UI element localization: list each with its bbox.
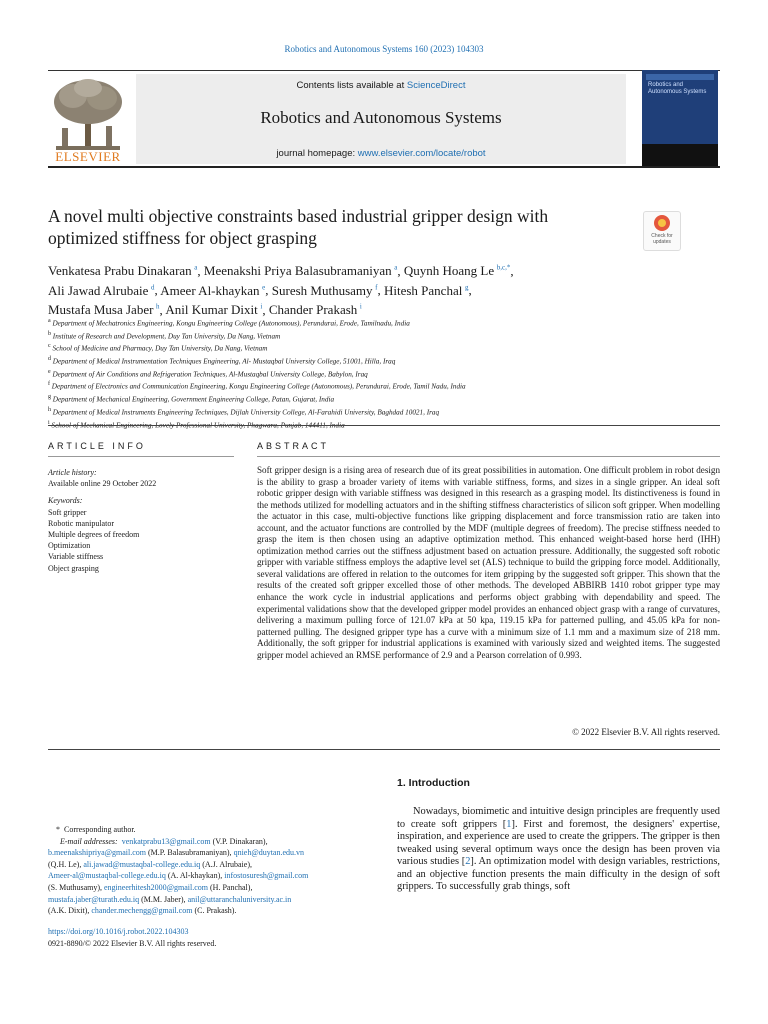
abstract-text: Soft gripper design is a rising area of research due of its great possibilities in automation. One difficult problem in robot design is the ability to grasp a broader variety of items with variable stiffness, forms, and sizes in a single gripper. An ideal soft robotic gripper design with variable stiffness was designed in this research as a grasping model. Its distinctiveness is found in the methods utilized for modelling actuators and in the shifting stiffness characteristics of silicon soft gripper. When modelling the actuator in this case, multi-objective functions like gripping displacement and force transmission ratio are taken into account, and the actuator functions are controlled by the MDF (multiple degrees of freedom). The precise stiffness needed to grasp the item is then chosen using an adaptive optimization method. This enhanced weight-based horse herd (IHH) optimization method carries out the stiffness adjustment based on actuation pressure. Additionally, the suggested soft robotic gripper with variable stiffness employs the adaptive level set (ALS) technique to build the gripping force model. Additionally, several validations are offered in relation to the outcomes for item gripping by the suggested soft gripper. This shown that the results of the created soft gripper excelled those of other methods. The developed ABBIRB 1410 robot gripper type may enhance the work cycle in industrial applications and performs object grabbing with dependability and speed. The experimental validations show that the developed gripper model provides an enhanced object grasp with a range of curvatures, delivering a maximum pulling force of 121.07 kPa at 50 kpa, 119.15 kPa for patterned pulling, and 45.05 kPa for non-patterned pulling. The designed gripper type has a curve with a minimum size of 1.1 mm and a maximum size of 218 mm. Additionally, the soft gripper for industrial applications is examined with variously sized and weighted items. The suggested gripper model achieved an RMSE performance of 2.9 and a Pearson correlation of 0.993. (257, 465, 720, 660)
email-link[interactable]: venkatprabu13@gmail.com (121, 836, 211, 846)
introduction-heading: 1. Introduction (397, 777, 470, 789)
history-label: Article history: (48, 468, 97, 477)
author[interactable] (404, 263, 510, 278)
intro-text-part: ]. An optimization model with design variables, restrictions, and an objective function presents the main difficulty in the design of soft grippers. To successfully grab things, soft (397, 856, 720, 893)
history-value: Available online 29 October 2022 (48, 479, 157, 489)
homepage-link[interactable]: www.elsevier.com/locate/robot (357, 148, 486, 159)
author-name: Ali Jawad Alrubaie (48, 282, 149, 298)
affiliation-text: Department of Medical Instrumentation Techniques Engineering, Al- Mustaqbal University College, 51001, Hilla, Iraq (52, 357, 396, 366)
keyword-item: Optimization (48, 541, 91, 551)
author-name: Chander Prakash (268, 301, 358, 317)
article-info-divider (48, 456, 234, 457)
citation-link[interactable]: 2 (465, 856, 471, 868)
author[interactable] (272, 283, 378, 298)
author-affiliation-marker[interactable]: a (394, 264, 398, 272)
affiliation-marker: b (48, 330, 51, 337)
author-affiliation-marker[interactable]: i (260, 302, 263, 311)
doi-link[interactable]: https://doi.org/10.1016/j.robot.2022.104303 (48, 927, 189, 936)
affiliation-marker: i (48, 419, 50, 426)
affiliation-text: Department of Electronics and Communication Engineering, Kongu Engineering College (Autonomous), Perundurai, Erode, Tamil Nadu, India (51, 382, 466, 391)
author-name: Suresh Muthusamy (271, 282, 373, 298)
author[interactable] (165, 302, 262, 317)
email-link[interactable]: ali.jawad@mustaqbal-college.edu.iq (83, 859, 201, 869)
journal-cover-image[interactable] (642, 70, 718, 166)
author-affiliation-marker[interactable]: a (194, 264, 198, 272)
affiliation-marker: e (48, 368, 51, 375)
author-name: Quynh Hoang Le (403, 263, 495, 279)
email-owner: (M.M. Jaber), (141, 894, 186, 904)
affiliation-text: Department of Mechanical Engineering, Government Engineering College, Patan, Gujarat, India (52, 395, 335, 404)
email-owner: (A. Al-khaykan), (167, 871, 223, 881)
keyword-list (48, 507, 238, 574)
email-line (48, 882, 378, 894)
check-updates-label: Check for updates (651, 233, 673, 245)
keyword-item: Robotic manipulator (48, 518, 114, 528)
email-link[interactable]: b.meenakshipriya@gmail.com (48, 848, 147, 858)
email-line (48, 836, 378, 848)
affiliation-item (48, 341, 728, 354)
contents-line (136, 80, 626, 91)
keyword-item: Variable stiffness (48, 552, 104, 562)
author-affiliation-marker[interactable]: d (150, 283, 155, 292)
email-line (48, 859, 378, 871)
author-affiliation-marker[interactable]: h (156, 302, 160, 311)
email-line (48, 870, 378, 882)
author[interactable] (269, 302, 362, 317)
keyword-item: Soft gripper (48, 507, 87, 517)
email-link[interactable]: anil@uttaranchaluniversity.ac.in (187, 894, 292, 904)
email-line (48, 894, 378, 906)
article-info (48, 467, 238, 574)
cover-title: Robotics and Autonomous Systems (648, 82, 707, 95)
email-line (48, 905, 378, 917)
introduction-text (397, 806, 720, 894)
email-line (48, 847, 378, 859)
email-link[interactable]: Ameer-al@mustaqbal-college.edu.iq (48, 871, 166, 881)
email-owner: (A.K. Dixit), (48, 906, 90, 916)
affiliation-item (48, 405, 728, 418)
check-updates-icon-center (658, 219, 666, 227)
homepage-prefix: journal homepage: (276, 148, 358, 159)
section-divider (48, 425, 720, 426)
author[interactable] (48, 302, 160, 317)
footnotes (48, 824, 378, 917)
email-owner: (S. Muthusamy), (48, 882, 102, 892)
email-link[interactable]: qnieh@duytan.edu.vn (233, 848, 305, 858)
author-name: Ameer Al-khaykan (160, 282, 260, 298)
email-link[interactable]: chander.mechengg@gmail.com (91, 906, 193, 916)
author-name: Meenakshi Priya Balasubramaniyan (203, 263, 392, 279)
affiliation-item (48, 354, 728, 367)
affiliation-text: Department of Air Conditions and Refrigeration Techniques, Al-Mustaqbal University College, Babylon, Iraq (52, 370, 368, 379)
email-list (48, 836, 378, 917)
email-link[interactable]: mustafa.jaber@turath.edu.iq (48, 894, 140, 904)
journal-title: Robotics and Autonomous Systems (260, 108, 502, 127)
affiliation-list (48, 316, 728, 430)
author-list: Venkatesa Prabu Dinakaran $^a$, Meenakshi Priya Balasubramaniyan $^a$, Quynh Hoang Le $^{b,c,*}$, Ali Jawad Alrubaie $^d$, Ameer Al-khaykan $^e$, Suresh Muthusamy $^f$, Hitesh Panchal $^g$, Mustafa Musa Jaber $^h$, Anil Kumar Dixit $^i$, Chander Prakash $^i$ (48, 263, 514, 317)
email-owner: (V.P. Dinakaran), (212, 836, 268, 846)
section-divider-bottom (48, 749, 720, 750)
affiliation-item (48, 367, 728, 380)
author[interactable] (204, 263, 397, 278)
author-name: Venkatesa Prabu Dinakaran (48, 263, 192, 279)
author-affiliation-marker[interactable]: f (375, 283, 378, 292)
email-link[interactable]: infostosuresh@gmail.com (224, 871, 309, 881)
author-affiliation-marker[interactable]: g (464, 283, 469, 292)
author-name: Mustafa Musa Jaber (48, 301, 154, 317)
cover-header-band (646, 74, 714, 80)
sciencedirect-link[interactable]: ScienceDirect (406, 80, 466, 91)
author-affiliation-marker[interactable]: b,c,* (496, 264, 511, 272)
affiliation-text: Department of Mechatronics Engineering, Kongu Engineering College (Autonomous), Perundurai, Erode, Tamilnadu, India (52, 319, 410, 328)
doi-block (48, 926, 378, 949)
author[interactable] (48, 283, 154, 298)
author[interactable] (160, 283, 265, 298)
intro-text-part: ]. First and foremost, the designers' expertise, inspiration, and experience are used to create the grippers. The gripper is then tweaked using several optimum ways once the design has been proven via various studies [ (397, 818, 720, 868)
affiliation-item (48, 379, 728, 392)
affiliation-text: Department of Medical Instruments Engineering Techniques, Dijlah University College, Al-Farahidi University, Baghdad 10021, Iraq (52, 408, 440, 417)
email-owner: (M.P. Balasubramaniyan), (148, 848, 232, 858)
author[interactable] (384, 283, 468, 298)
affiliation-marker: d (48, 356, 51, 363)
author-name: Anil Kumar Dixit (165, 301, 258, 317)
affiliation-text: Institute of Research and Development, Duy Tan University, Da Nang, Vietnam (52, 332, 281, 341)
cover-footer-band (642, 144, 718, 166)
masthead-bottom-rule (48, 166, 720, 168)
affiliation-item (48, 329, 728, 342)
keywords-label: Keywords: (48, 496, 83, 506)
affiliation-item (48, 316, 728, 329)
abstract-copyright: © 2022 Elsevier B.V. All rights reserved. (572, 727, 720, 737)
journal-reference[interactable]: Robotics and Autonomous Systems 160 (2023) 104303 (284, 44, 484, 54)
affiliation-text: School of Medicine and Pharmacy, Duy Tan University, Da Nang, Vietnam (52, 344, 268, 353)
author-affiliation-marker[interactable]: i (359, 302, 362, 311)
author[interactable] (48, 263, 197, 278)
keyword-item: Object grasping (48, 563, 99, 573)
author-name: Hitesh Panchal (383, 282, 463, 298)
email-owner: (A.J. Alrubaie), (202, 859, 252, 869)
asterisk-marker: * (56, 825, 64, 834)
elsevier-wordmark: ELSEVIER (55, 149, 121, 164)
email-label: E-mail addresses: (60, 836, 118, 846)
homepage-line (136, 148, 626, 159)
journal-banner (136, 74, 626, 164)
affiliation-marker: f (48, 381, 50, 388)
issn-copyright: 0921-8890/© 2022 Elsevier B.V. All rights reserved. (48, 938, 217, 948)
intro-text-part: Nowadays, biomimetic and intuitive design principles are frequently used to create soft grippers [ (397, 806, 720, 830)
affiliation-marker: c (48, 343, 51, 350)
email-owner: (H. Panchal), (210, 882, 253, 892)
affiliation-marker: g (48, 394, 51, 401)
affiliation-item (48, 392, 728, 405)
keyword-item: Multiple degrees of freedom (48, 530, 140, 540)
corresponding-author-note (48, 824, 378, 836)
citation-link[interactable]: 1 (506, 818, 512, 830)
article-info-heading: ARTICLE INFO (48, 441, 146, 451)
corresponding-label: Corresponding author. (64, 825, 136, 834)
email-owner: (Q.H. Le), (48, 859, 82, 869)
masthead-top-rule (48, 70, 720, 71)
affiliation-item (48, 418, 728, 431)
masthead (48, 70, 720, 167)
affiliation-marker: h (48, 406, 51, 413)
email-link[interactable]: engineerhitesh2000@gmail.com (104, 882, 209, 892)
abstract-divider (257, 456, 720, 457)
article-title: A novel multi objective constraints based industrial gripper design with optimized stiffness for object grasping (48, 206, 549, 248)
affiliation-marker: a (48, 318, 51, 324)
check-for-updates-button[interactable] (643, 211, 681, 251)
author-affiliation-marker[interactable]: e (262, 283, 266, 292)
abstract-heading: ABSTRACT (257, 441, 330, 451)
contents-prefix: Contents lists available at (296, 80, 407, 91)
email-owner: (C. Prakash). (194, 906, 237, 916)
